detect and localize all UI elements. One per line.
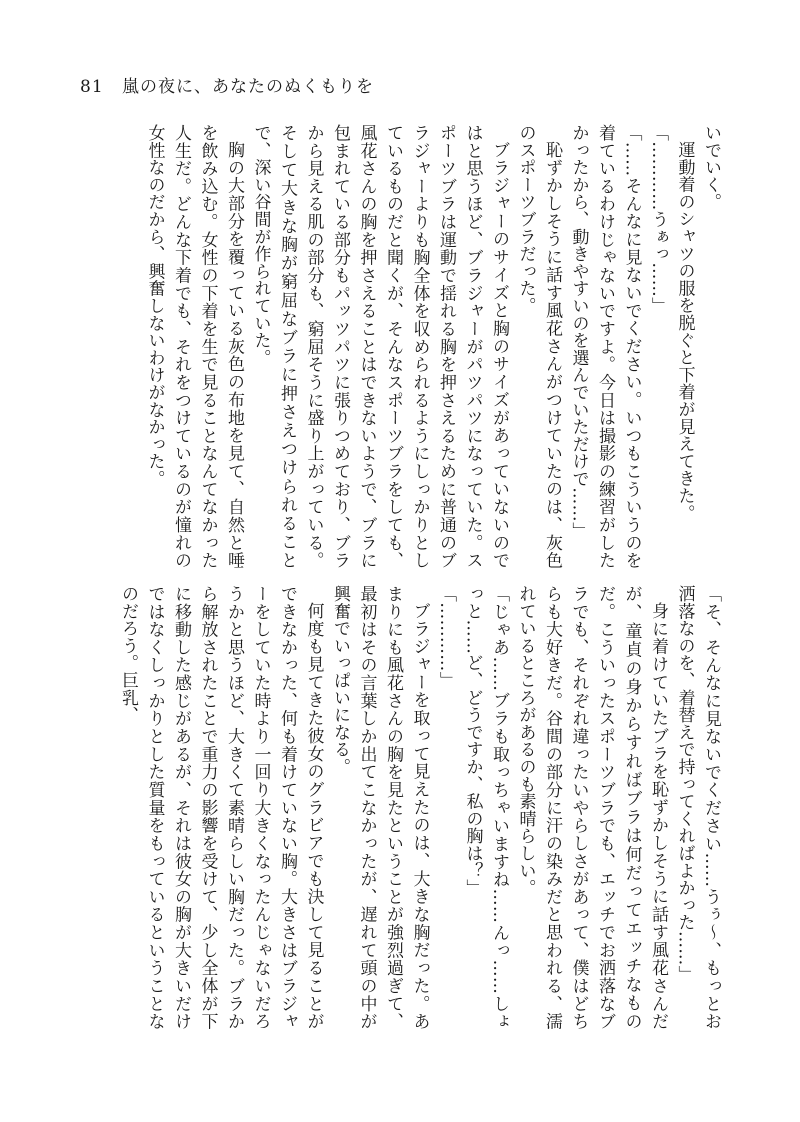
- dialogue-paragraph: 「そ、そんなに見ないでください……うぅ〜、もっとお洒落なのを、着替えで持ってくればよかった……」: [674, 585, 721, 1030]
- paragraph: 運動着のシャツの服を脱ぐと下着が見えてきた。: [674, 141, 695, 522]
- paragraph: ブラジャーのサイズと胸のサイズがあっていないのではと思うほど、ブラジャーがパツパツになっていた。スポーツブラは運動で揺れる胸を押さえるために普通のブラジャーよりも胸全体を収められるようにしっかりとしているものだと聞くが、そんなスポーツブラをしても、風花さんの胸を押さえることはできないようで、ブラに包まれている部分もパッツパツに張りつめており、ブラから見える肌の部分も、窮屈そうに盛り上がっている。そして大きな胸が窮屈なブラに押さえつけられることで、深い谷間が作られていた。: [250, 124, 509, 569]
- paragraph: 胸の大部分を覆っている灰色の布地を見て、自然と唾を飲み込む。女性の下着を生で見ることなんてなかった人生だ。どんな下着でも、それをつけているのが憧れの女性なのだから、興奮しないわけがなかった。: [144, 124, 244, 569]
- dialogue-paragraph: 「…………」: [436, 585, 456, 689]
- dialogue-paragraph: 「…………うぁっ……」: [648, 124, 668, 315]
- running-header: [80, 72, 374, 97]
- paragraph: 身に着けていたブラを恥ずかしそうに話す風花さんだが、童貞の身からすればブラは何だってエッチなものだ。こういったスポーツブラでも、エッチでお洒落なブラでも、それぞれ違ったいやらしさがあって、僕はどちらも大好きだ。谷間の部分に汗の染みだと思われる、濡れているところがあるのも素晴らしい。: [515, 585, 668, 1030]
- paragraph: 何度も見てきた彼女のグラビアでも決して見ることができなかった、何も着けていない胸。大きさはブラジャーをしていた時より一回り大きくなったんじゃないだろうかと思うほど、大きくて素晴らしい胸だった。ブラから解放されたことで重力の影響を受けて、少し全体が下に移動した感じがあるが、それは彼女の胸が大きいだけではなくしっかりとした質量をもっているということなのだろう。巨乳、: [118, 585, 324, 1030]
- upper-text-block: [94, 124, 724, 569]
- lower-text-block: [94, 585, 724, 1030]
- book-title: 嵐の夜に、あなたのぬくもりを: [122, 77, 375, 97]
- paragraph: 恥ずかしそうに話す風花さんがつけていたのは、灰色のスポーツブラだった。: [515, 124, 562, 569]
- paragraph: いでいく。: [701, 124, 721, 211]
- page-number: 81: [80, 77, 104, 97]
- paragraph: ブラジャーを取って見えたのは、大きな胸だった。あまりにも風花さんの胸を見たということが強烈過ぎて、最初はその言葉しか出てこなかったが、遅れて頭の中が興奮でいっぱいになる。: [330, 585, 430, 1030]
- dialogue-paragraph: 「じゃあ……ブラも取っちゃいますね……んっ……しょっと……ど、どうですか、私の胸は？」: [462, 585, 509, 1030]
- dialogue-paragraph: 「……そんなに見ないでください。いつもこういうのを着ているわけじゃないですよ。今日は撮影の練習がしたかったから、動きやすいのを選んでいただけで……」: [568, 124, 642, 569]
